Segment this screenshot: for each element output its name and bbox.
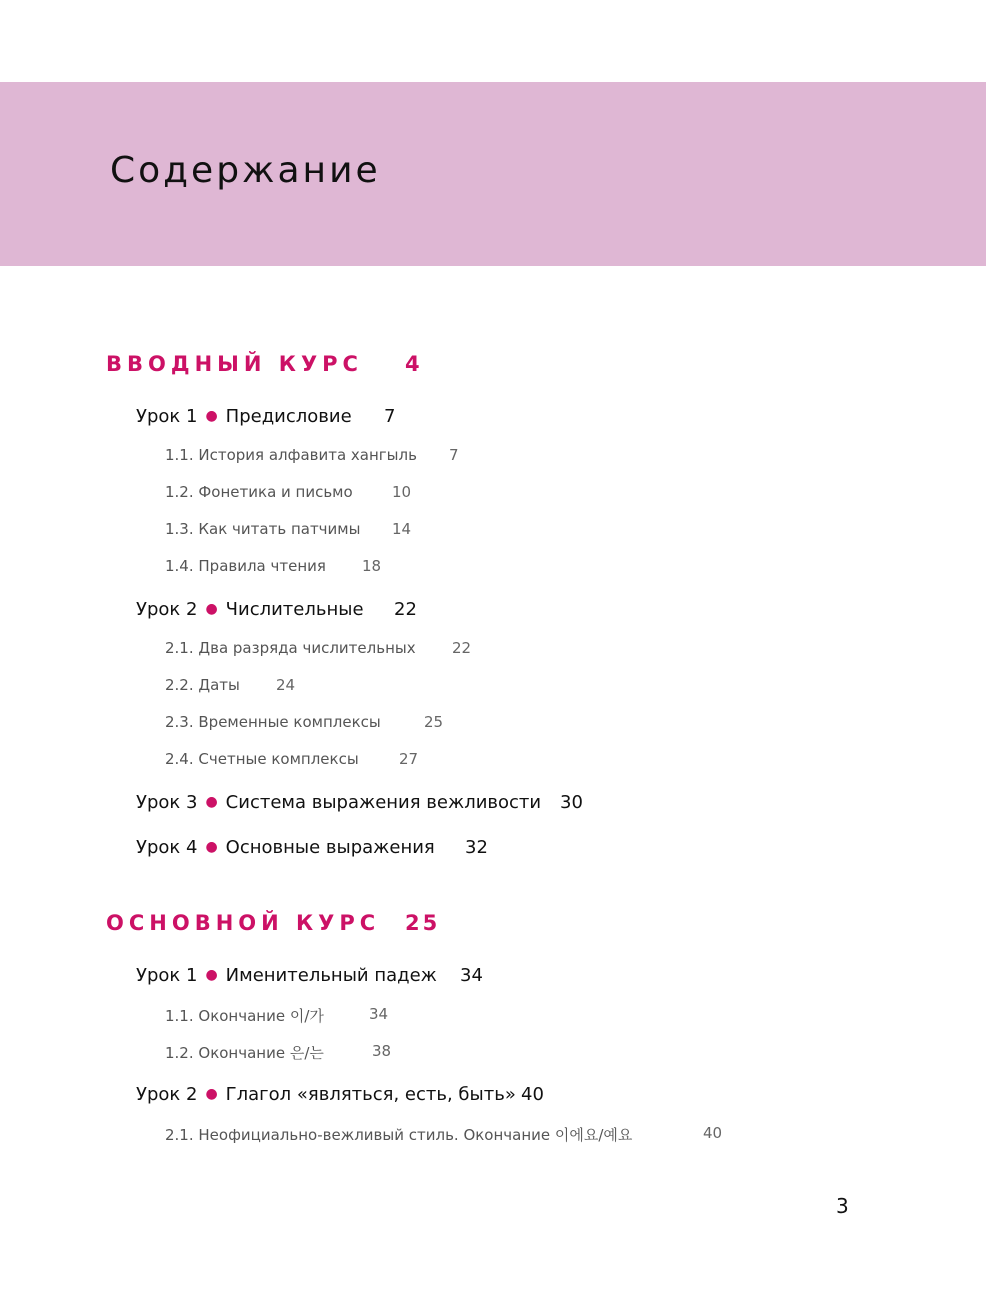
lesson-label: Урок 2 <box>136 1084 198 1105</box>
page-title: Содержание <box>110 150 381 191</box>
subsection-page: 40 <box>703 1124 723 1142</box>
subsection-entry[interactable]: 2.3. Временные комплексы <box>165 713 381 731</box>
lesson-page: 40 <box>521 1084 544 1105</box>
bullet-dot-icon: ● <box>205 794 218 810</box>
subsection-entry[interactable]: 2.1. Два разряда числительных <box>165 639 416 657</box>
lesson-name: Основные выражения <box>225 837 435 858</box>
lesson-label: Урок 1 <box>136 406 198 427</box>
lesson-2-intro[interactable] <box>136 599 364 620</box>
section-title-intro: ВВОДНЫЙ КУРС <box>106 352 363 376</box>
section-page-main: 25 <box>405 911 441 935</box>
subsection-entry[interactable]: 2.4. Счетные комплексы <box>165 750 359 768</box>
subsection-entry[interactable]: 1.3. Как читать патчимы <box>165 520 361 538</box>
lesson-page: 30 <box>560 792 583 813</box>
page-number: 3 <box>836 1194 849 1218</box>
section-title-main: ОСНОВНОЙ КУРС <box>106 911 381 935</box>
subsection-entry[interactable]: 1.1. История алфавита хангыль <box>165 446 417 464</box>
bullet-dot-icon: ● <box>205 839 218 855</box>
subsection-entry[interactable]: 1.4. Правила чтения <box>165 557 326 575</box>
lesson-4-intro[interactable] <box>136 837 435 858</box>
lesson-name: Числительные <box>225 599 364 620</box>
lesson-name: Предисловие <box>225 406 352 427</box>
lesson-3-intro[interactable] <box>136 792 541 813</box>
subsection-entry[interactable]: 1.2. Окончание 은/는 <box>165 1044 324 1062</box>
lesson-page: 32 <box>465 837 488 858</box>
subsection-page: 27 <box>399 750 419 768</box>
lesson-label: Урок 2 <box>136 599 198 620</box>
bullet-dot-icon: ● <box>205 408 218 424</box>
lesson-1-intro[interactable] <box>136 406 352 427</box>
subsection-page: 25 <box>424 713 444 731</box>
lesson-label: Урок 4 <box>136 837 198 858</box>
lesson-label: Урок 1 <box>136 965 198 986</box>
subsection-page: 22 <box>452 639 472 657</box>
subsection-entry[interactable]: 2.2. Даты <box>165 676 240 694</box>
subsection-page: 18 <box>362 557 382 575</box>
subsection-page: 7 <box>449 446 459 464</box>
subsection-page: 34 <box>369 1005 389 1023</box>
lesson-page: 22 <box>394 599 417 620</box>
lesson-2-main[interactable] <box>136 1084 516 1105</box>
lesson-page: 34 <box>460 965 483 986</box>
bullet-dot-icon: ● <box>205 1086 218 1102</box>
bullet-dot-icon: ● <box>205 967 218 983</box>
subsection-entry[interactable]: 2.1. Неофициально-вежливый стиль. Окончание 이에요/예요 <box>165 1126 633 1144</box>
lesson-name: Система выражения вежливости <box>225 792 542 813</box>
subsection-page: 24 <box>276 676 296 694</box>
subsection-page: 38 <box>372 1042 392 1060</box>
lesson-1-main[interactable] <box>136 965 437 986</box>
lesson-name: Именительный падеж <box>225 965 437 986</box>
bullet-dot-icon: ● <box>205 601 218 617</box>
subsection-entry[interactable]: 1.1. Окончание 이/가 <box>165 1007 324 1025</box>
subsection-entry[interactable]: 1.2. Фонетика и письмо <box>165 483 353 501</box>
lesson-name: Глагол «являться, есть, быть» <box>225 1084 516 1105</box>
subsection-page: 14 <box>392 520 412 538</box>
subsection-page: 10 <box>392 483 412 501</box>
section-page-intro: 4 <box>405 352 423 376</box>
lesson-page: 7 <box>384 406 396 427</box>
lesson-label: Урок 3 <box>136 792 198 813</box>
